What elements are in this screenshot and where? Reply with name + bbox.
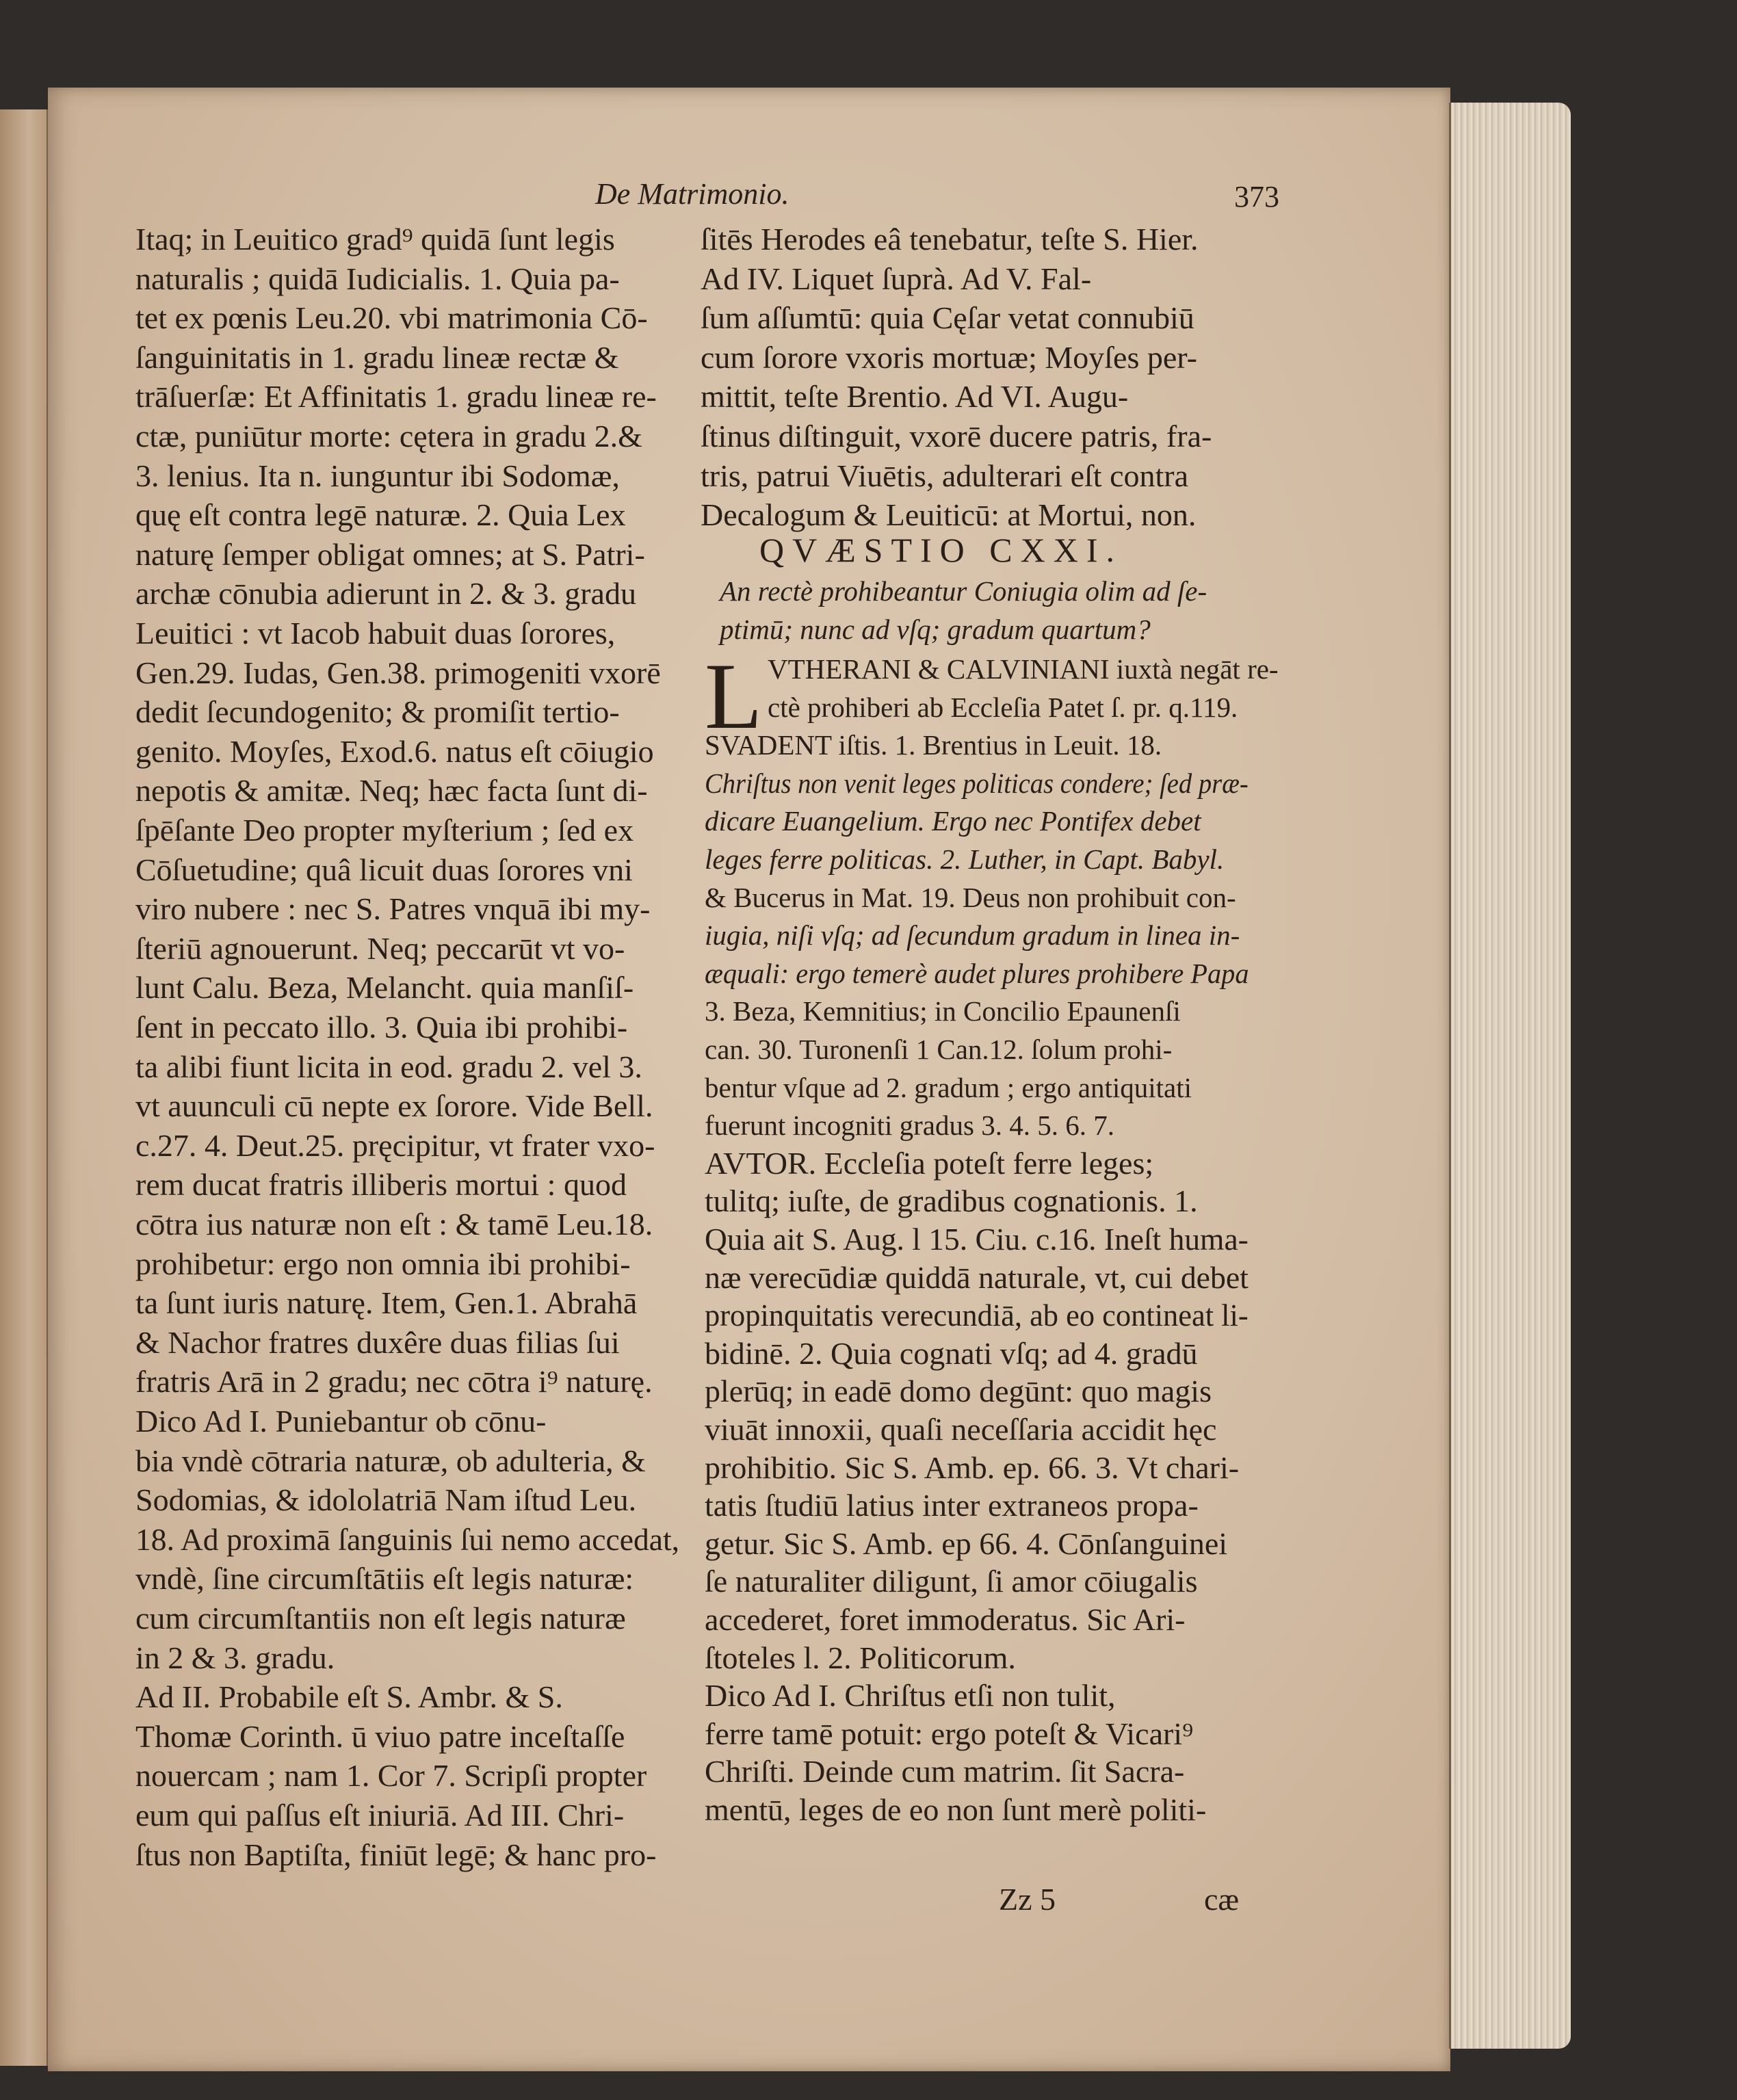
text-line: næ verecūdiæ quiddā naturale, vt, cui debet — [705, 1259, 1249, 1295]
text-line: 18. Ad proximā ſanguinis ſui nemo accedat, — [135, 1521, 680, 1557]
text-line: SVADENT iſtis. 1. Brentius in Leuit. 18. — [705, 729, 1162, 761]
text-line: æquali: ergo temerè audet plures prohibere Papa — [705, 957, 1249, 989]
text-line: cum circumſtantiis non eſt legis naturæ — [135, 1601, 626, 1636]
page-number: 373 — [1234, 180, 1279, 213]
text-line: ſtinus diſtinguit, vxorē ducere patris, fra- — [701, 419, 1212, 454]
text-line: ſe naturaliter diligunt, ſi amor cōiugalis — [705, 1564, 1198, 1599]
text-line: eum qui paſſus eſt iniuriā. Ad III. Chri- — [135, 1798, 625, 1833]
text-line: 3. Beza, Kemnitius; in Concilio Epaunenſi — [705, 995, 1181, 1027]
text-line: bia vndè cōtraria naturæ, ob adulteria, & — [135, 1443, 646, 1478]
text-line: tris, patrui Viuētis, adulterari eſt contra — [701, 458, 1188, 493]
text-line: Chriſti. Deinde cum matrim. ſit Sacra- — [705, 1754, 1185, 1789]
signature-mark: Zz 5 — [999, 1882, 1056, 1917]
text-line: Cōſuetudine; quâ licuit duas ſorores vni — [135, 852, 633, 887]
question-heading: QVÆSTIO CXXI. — [759, 531, 1123, 569]
text-line: can. 30. Turonenſi 1 Can.12. ſolum prohi- — [705, 1034, 1173, 1065]
text-line: vndè, ſine circumſtātiis eſt legis naturæ: — [135, 1561, 634, 1597]
text-line: Quia ait S. Aug. l 15. Ciu. c.16. Ineſt huma- — [705, 1222, 1249, 1257]
text-line: Ad IV. Liquet ſuprà. Ad V. Fal- — [701, 261, 1092, 296]
text-line: ta ſunt iuris naturę. Item, Gen.1. Abrahā — [135, 1285, 638, 1321]
text-line: naturalis ; quidā Iudicialis. 1. Quia pa- — [135, 261, 620, 296]
text-line: bentur vſque ad 2. gradum ; ergo antiquitati — [705, 1071, 1192, 1103]
text-line: dicare Euangelium. Ergo nec Pontifex debet — [705, 805, 1201, 837]
text-line: nepotis & amitæ. Neq; hæc facta ſunt di- — [135, 773, 648, 809]
text-line: getur. Sic S. Amb. ep 66. 4. Cōnſanguinei — [705, 1525, 1228, 1561]
text-line: & Bucerus in Mat. 19. Deus non prohibuit con- — [705, 881, 1236, 913]
text-line: ſitēs Herodes eâ tenebatur, teſte S. Hier. — [701, 222, 1199, 257]
catchword: cæ — [1204, 1882, 1240, 1917]
drop-cap: L — [705, 644, 763, 748]
running-head: De Matrimonio. — [595, 177, 789, 211]
text-line: nouercam ; nam 1. Cor 7. Scripſi propter — [135, 1758, 647, 1794]
text-line: ſtus non Baptiſta, finiūt legē; & hanc pro- — [135, 1837, 657, 1872]
text-line: Dico Ad I. Puniebantur ob cōnu- — [135, 1404, 547, 1439]
text-line: ſtoteles l. 2. Politicorum. — [705, 1640, 1016, 1675]
text-line: Decalogum & Leuiticū: at Mortui, non. — [701, 497, 1197, 533]
text-line: prohibitio. Sic S. Amb. ep. 66. 3. Vt chari- — [705, 1449, 1240, 1485]
text-line: Sodomias, & idololatriā Nam iſtud Leu. — [135, 1482, 637, 1518]
text-line: tulitq; iuſte, de gradibus cognationis. 1. — [705, 1183, 1198, 1219]
text-line: ſum aſſumtū: quia Cęſar vetat connubiū — [701, 300, 1194, 336]
text-line: rem ducat fratris illiberis mortui : quod — [135, 1167, 627, 1203]
text-line: tatis ſtudiū latius inter extraneos propa- — [705, 1488, 1199, 1523]
text-line: viuāt innoxii, quaſi neceſſaria accidit hęc — [705, 1412, 1217, 1447]
text-line: ctè prohiberi ab Eccleſia Patet ſ. pr. q.119. — [768, 691, 1238, 723]
text-line: viro nubere : nec S. Patres vnquā ibi my- — [135, 891, 651, 927]
text-line: archæ cōnubia adierunt in 2. & 3. gradu — [135, 576, 636, 612]
text-line: AVTOR. Eccleſia poteſt ferre leges; — [705, 1145, 1154, 1181]
text-line: accederet, foret immoderatus. Sic Ari- — [705, 1602, 1186, 1637]
text-line: tet ex pœnis Leu.20. vbi matrimonia Cō- — [135, 300, 648, 336]
text-line: Itaq; in Leuitico grad⁹ quidā ſunt legis — [135, 222, 615, 257]
text-line: lunt Calu. Beza, Melancht. quia manſiſ- — [135, 970, 634, 1006]
text-line: VTHERANI & CALVINIANI iuxtà negāt re- — [768, 653, 1279, 685]
text-line: Thomæ Corinth. ū viuo patre inceſtaſſe — [135, 1718, 625, 1754]
text-line: ta alibi fiunt licita in eod. gradu 2. vel 3. — [135, 1049, 642, 1084]
text-line: bidinē. 2. Quia cognati vſq; ad 4. gradū — [705, 1335, 1198, 1371]
text-line: fratris Arā in 2 gradu; nec cōtra i⁹ naturę. — [135, 1364, 653, 1400]
text-line: Ad II. Probabile eſt S. Ambr. & S. — [135, 1679, 563, 1715]
text-line: Leuitici : vt Iacob habuit duas ſorores, — [135, 616, 616, 651]
text-line: cōtra ius naturæ non eſt : & tamē Leu.18. — [135, 1207, 653, 1242]
text-line: in 2 & 3. gradu. — [135, 1640, 335, 1675]
text-line: ſent in peccato illo. 3. Quia ibi prohibi- — [135, 1010, 628, 1045]
text-line: quę eſt contra legē naturæ. 2. Quia Lex — [135, 497, 626, 533]
text-line: 3. lenius. Ita n. iunguntur ibi Sodomæ, — [135, 458, 620, 493]
text-line: naturę ſemper obligat omnes; at S. Patri- — [135, 536, 645, 572]
text-line: An rectè prohibeantur Coniugia olim ad ſe- — [720, 575, 1207, 607]
text-line: c.27. 4. Deut.25. pręcipitur, vt frater vxo- — [135, 1127, 655, 1163]
text-line: leges ferre politicas. 2. Luther, in Capt. Babyl. — [705, 843, 1225, 875]
text-line: iugia, niſi vſq; ad ſecundum gradum in linea in- — [705, 919, 1240, 951]
text-line: Chriſtus non venit leges politicas condere; ſed præ- — [705, 767, 1249, 799]
text-line: cum ſorore vxoris mortuæ; Moyſes per- — [701, 339, 1198, 375]
text-line: ſpēſante Deo propter myſterium ; ſed ex — [135, 813, 634, 848]
text-line: mentū, leges de eo non ſunt merè politi- — [705, 1792, 1207, 1827]
text-line: mittit, teſte Brentio. Ad VI. Augu- — [701, 379, 1129, 415]
text-line: ctæ, puniūtur morte: cętera in gradu 2.& — [135, 419, 642, 454]
text-line: dedit ſecundogenito; & promiſit tertio- — [135, 694, 620, 730]
text-line: Dico Ad I. Chriſtus etſi non tulit, — [705, 1678, 1116, 1714]
text-line: propinquitatis verecundiā, ab eo contineat li- — [705, 1298, 1249, 1333]
text-line: & Nachor fratres duxêre duas filias ſui — [135, 1324, 620, 1360]
text-line: plerūq; in eadē domo degūnt: quo magis — [705, 1374, 1212, 1409]
text-line: fuerunt incogniti gradus 3. 4. 5. 6. 7. — [705, 1110, 1114, 1142]
text-line: vt auunculi cū nepte ex ſorore. Vide Bell. — [135, 1088, 653, 1124]
text-line: ſanguinitatis in 1. gradu lineæ rectæ & — [135, 339, 619, 375]
text-line: trāſuerſæ: Et Affinitatis 1. gradu lineæ re- — [135, 379, 657, 415]
text-line: ſteriū agnouerunt. Neq; peccarūt vt vo- — [135, 930, 625, 966]
text-line: genito. Moyſes, Exod.6. natus eſt cōiugio — [135, 733, 654, 769]
text-line: ptimū; nunc ad vſq; gradum quartum? — [720, 614, 1151, 645]
text-line: ferre tamē potuit: ergo poteſt & Vicari⁹ — [705, 1716, 1194, 1751]
text-line: Gen.29. Iudas, Gen.38. primogeniti vxorē — [135, 655, 661, 690]
text-line: prohibetur: ergo non omnia ibi prohibi- — [135, 1246, 631, 1281]
